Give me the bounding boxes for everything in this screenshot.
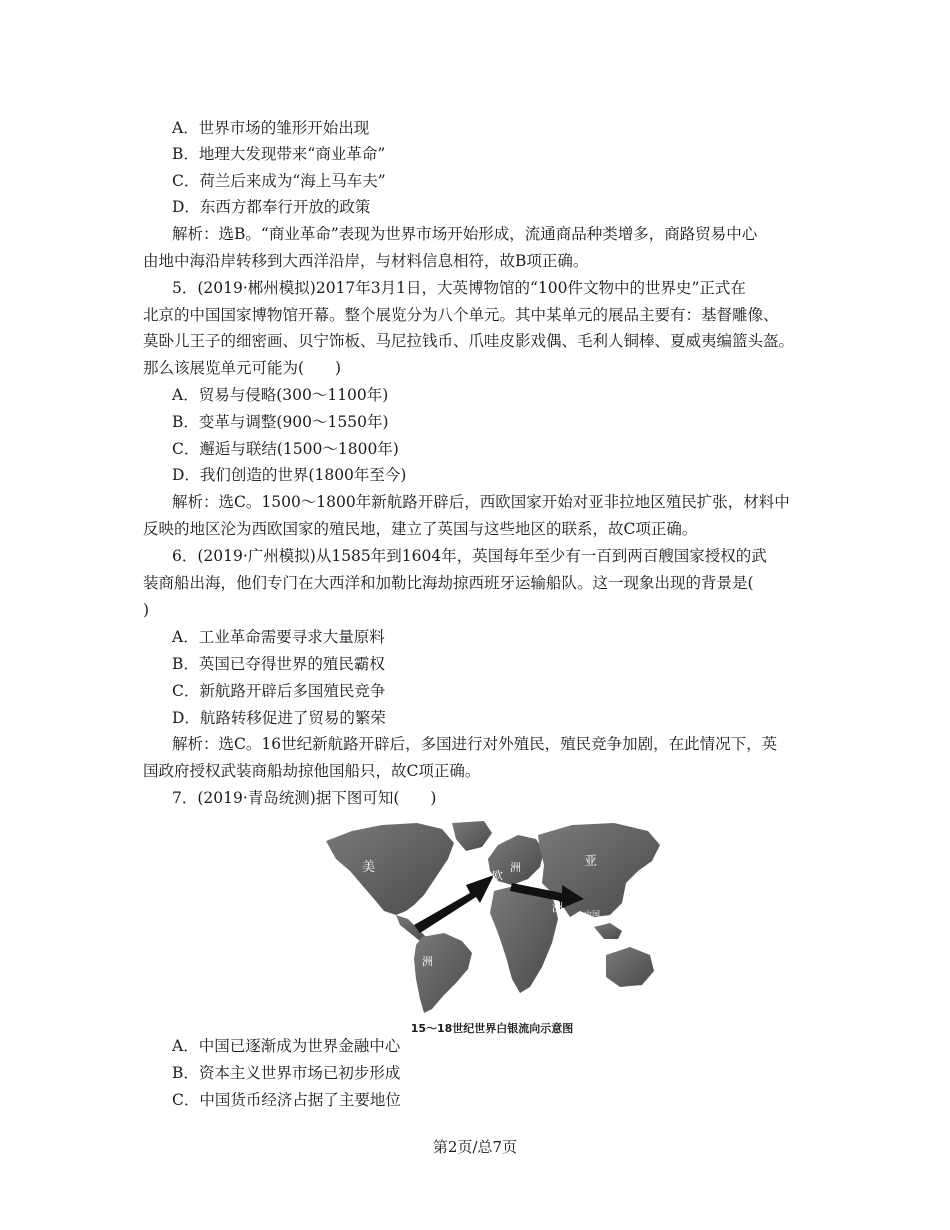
q4-option-d: D．东西方都奉行开放的政策: [172, 198, 371, 216]
q6-option-b: B．英国已夺得世界的殖民霸权: [172, 655, 385, 673]
q4-option-c: C．荷兰后来成为“海上马车夫”: [172, 172, 386, 190]
q5-stem-line-2: 北京的中国国家博物馆开幕。整个展览分为八个单元。其中某单元的展品主要有：基督雕像、: [143, 306, 779, 324]
label-china: 中国: [584, 910, 600, 919]
q7-stem: 7．(2019·青岛统测)据下图可知( ): [172, 789, 437, 807]
label-asia-2: 洲: [552, 901, 563, 914]
q6-option-c: C．新航路开辟后多国殖民竞争: [172, 682, 386, 700]
q5-stem-line-1: 5．(2019·郴州模拟)2017年3月1日，大英博物馆的“100件文物中的世界史”正式在: [172, 279, 746, 297]
q5-option-c: C．邂逅与联结(1500～1800年): [172, 440, 399, 458]
q5-analysis-line-1: 解析：选C。1500～1800年新航路开辟后，西欧国家开始对亚非拉地区殖民扩张，材料中: [172, 493, 790, 511]
q5-stem-line-4: 那么该展览单元可能为( ): [143, 359, 342, 377]
label-europe-2: 洲: [510, 861, 521, 874]
q4-analysis-line-2: 由地中海沿岸转移到大西洋沿岸，与材料信息相符，故B项正确。: [143, 252, 589, 270]
q4-option-b: B．地理大发现带来“商业革命”: [172, 145, 386, 163]
label-asia-1: 亚: [584, 854, 598, 869]
q6-analysis-line-1: 解析：选C。16世纪新航路开辟后，多国进行对外殖民，殖民竞争加剧，在此情况下，英: [172, 735, 778, 753]
label-america-1: 美: [362, 860, 376, 875]
q6-option-d: D．航路转移促进了贸易的繁荣: [172, 709, 386, 727]
map-caption: 15～18世纪世界白银流向示意图: [410, 1022, 574, 1035]
label-europe-1: 欧: [492, 869, 503, 882]
q6-stem-line-1: 6．(2019·广州模拟)从1585年到1604年，英国每年至少有一百到两百艘国家授权的武: [172, 547, 767, 565]
q5-option-b: B．变革与调整(900～1550年): [172, 413, 389, 431]
q6-analysis-line-2: 国政府授权武装商船劫掠他国船只，故C项正确。: [143, 762, 481, 780]
q4-analysis-line-1: 解析：选B。“商业革命”表现为世界市场开始形成，流通商品种类增多，商路贸易中心: [172, 225, 758, 243]
silver-flow-map: [322, 819, 662, 1016]
q7-option-b: B．资本主义世界市场已初步形成: [172, 1064, 401, 1082]
q5-analysis-line-2: 反映的地区沦为西欧国家的殖民地，建立了英国与这些地区的联系，故C项正确。: [143, 520, 698, 538]
q5-stem-line-3: 莫卧儿王子的细密画、贝宁饰板、马尼拉钱币、爪哇皮影戏偶、毛利人铜棒、夏威夷编篮头盔。: [143, 332, 795, 350]
q6-option-a: A．工业革命需要寻求大量原料: [172, 628, 385, 646]
q5-option-a: A．贸易与侵略(300～1100年): [172, 386, 389, 404]
q6-stem-line-2: 装商船出海，他们专门在大西洋和加勒比海劫掠西班牙运输船队。这一现象出现的背景是(: [143, 574, 754, 592]
q6-stem-line-3: ): [143, 601, 150, 619]
label-america-2: 洲: [422, 955, 433, 968]
page-footer: 第2页/总7页: [432, 1138, 518, 1156]
q5-option-d: D．我们创造的世界(1800年至今): [172, 466, 407, 484]
q7-option-c: C．中国货币经济占据了主要地位: [172, 1091, 401, 1109]
q4-option-a: A．世界市场的雏形开始出现: [172, 119, 370, 137]
q7-option-a: A．中国已逐渐成为世界金融中心: [172, 1037, 401, 1055]
